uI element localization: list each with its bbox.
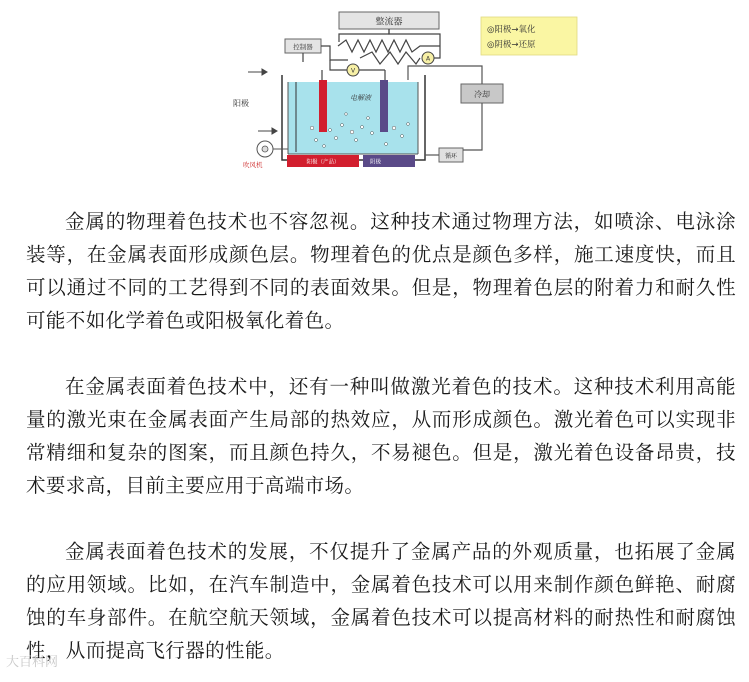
circulation-label: 循环 [444,153,458,160]
legend-oxidation: ◎阳极→氧化 [487,25,536,35]
controller-label: 控制器 [293,43,313,51]
anode-electrode [319,80,327,132]
paragraph-laser-coloring: 在金属表面着色技术中，还有一种叫做激光着色的技术。这种技术利用高能量的激光束在金属表面产生局部的热效应，从而形成颜色。激光着色可以实现非常精细和复杂的图案，而且颜色持久，不易褪色。但是，激光着色设备昂贵，技术要求高，目前主要应用于高端市场。 [26,375,736,497]
voltmeter-label: V [350,67,356,75]
electrolyte [288,82,418,154]
cooling-pipes [408,66,482,155]
circuit-wires [303,29,440,80]
rectifier-label: 整流器 [375,17,403,28]
anode-label: 阳极 [233,99,249,108]
legend-reduction: ◎阴极→还原 [487,40,536,50]
product-label: 阳极（产品） [306,159,340,166]
inflow-arrows [248,69,277,134]
blower-label: 吹风机 [243,161,263,169]
watermark: 大百科网 [6,655,59,670]
anodizing-diagram [0,0,749,190]
paragraph-development: 金属表面着色技术的发展，不仅提升了金属产品的外观质量，也拓展了金属的应用领域。比如，在汽车制造中，金属着色技术可以用来制作颜色鲜艳、耐腐蚀的车身部件。在航空航天领域，金属着色技术可以提高材料的耐热性和耐腐蚀性，从而提高飞行器的性能。 [26,540,736,662]
electrolyte-label: 电解液 [350,94,371,102]
cathode-label: 阴极 [370,159,382,166]
cathode-electrode [380,80,388,132]
paragraph-physical-coloring: 金属的物理着色技术也不容忽视。这种技术通过物理方法，如喷涂、电泳涂装等，在金属表面形成颜色层。物理着色的优点是颜色多样，施工速度快，而且可以通过不同的工艺得到不同的表面效果。但是，物理着色层的附着力和耐久性可能不如化学着色或阳极氧化着色。 [26,210,736,332]
cooling-label: 冷却 [474,90,490,99]
ammeter-label: A [425,55,431,63]
